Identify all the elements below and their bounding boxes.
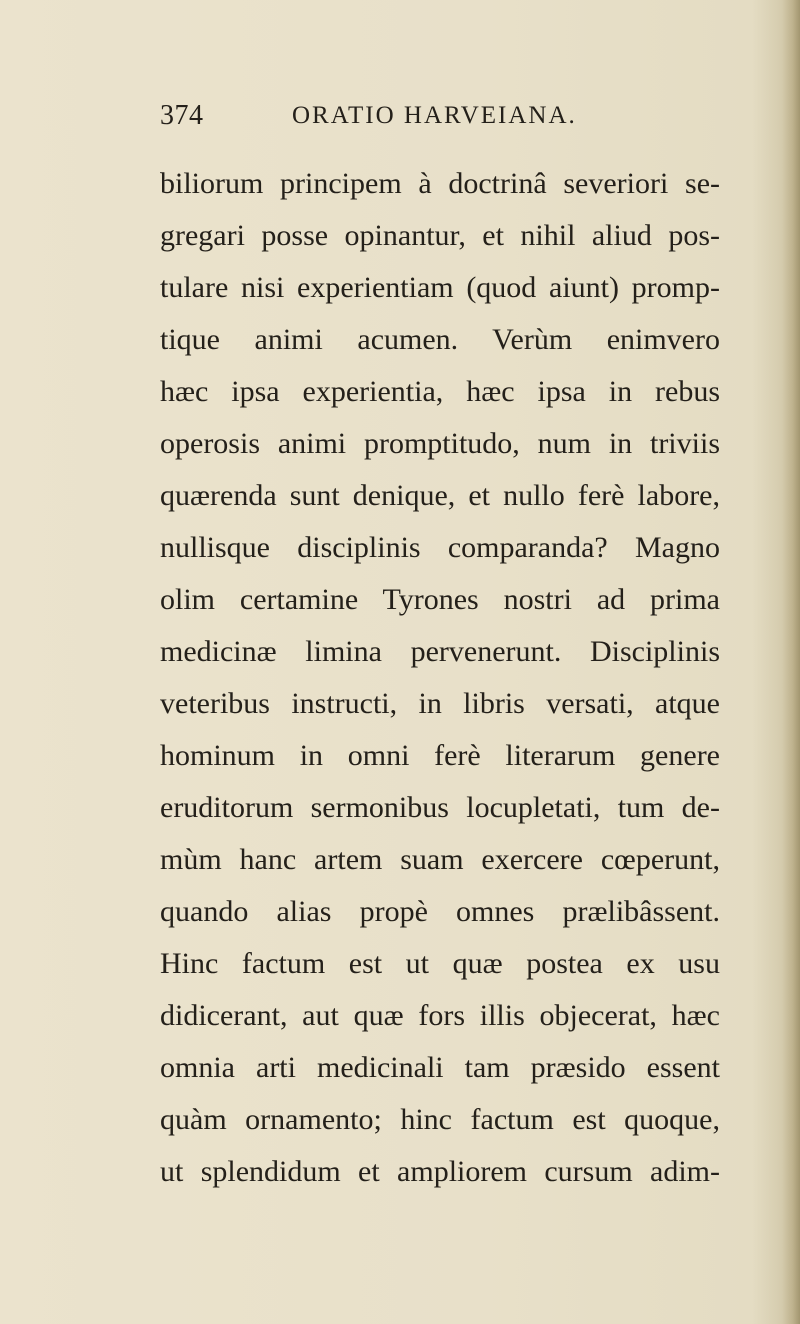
text-line: nullisque disciplinis comparanda? Magno (160, 531, 720, 564)
text-line: mùm hanc artem suam exercere cœperunt, (160, 843, 720, 876)
text-line: quærenda sunt denique, et nullo ferè labore, (160, 479, 720, 512)
text-line: olim certamine Tyrones nostri ad prima (160, 583, 720, 616)
text-line: eruditorum sermonibus locupletati, tum de- (160, 791, 720, 824)
body-text (160, 158, 720, 1198)
text-line: hominum in omni ferè literarum genere (160, 739, 720, 772)
text-line: quàm ornamento; hinc factum est quoque, (160, 1103, 720, 1136)
text-line: ut splendidum et ampliorem cursum adim- (160, 1155, 720, 1188)
text-line: didicerant, aut quæ fors illis objecerat, hæc (160, 999, 720, 1032)
running-head (160, 100, 720, 136)
text-line: operosis animi promptitudo, num in triviis (160, 427, 720, 460)
text-line: biliorum principem à doctrinâ severiori se- (160, 167, 720, 200)
running-title: ORATIO HARVEIANA. (292, 102, 577, 129)
text-line: omnia arti medicinali tam præsido essent (160, 1051, 720, 1084)
text-line: Hinc factum est ut quæ postea ex usu (160, 947, 720, 980)
text-line: veteribus instructi, in libris versati, atque (160, 687, 720, 720)
text-line: tique animi acumen. Verùm enimvero (160, 323, 720, 356)
page-number: 374 (160, 100, 204, 131)
page-edge-shadow (782, 0, 800, 1324)
text-line: hæc ipsa experientia, hæc ipsa in rebus (160, 375, 720, 408)
text-line: gregari posse opinantur, et nihil aliud pos- (160, 219, 720, 252)
text-line: tulare nisi experientiam (quod aiunt) promp- (160, 271, 720, 304)
text-line: quando alias propè omnes prælibâssent. (160, 895, 720, 928)
text-line: medicinæ limina pervenerunt. Disciplinis (160, 635, 720, 668)
